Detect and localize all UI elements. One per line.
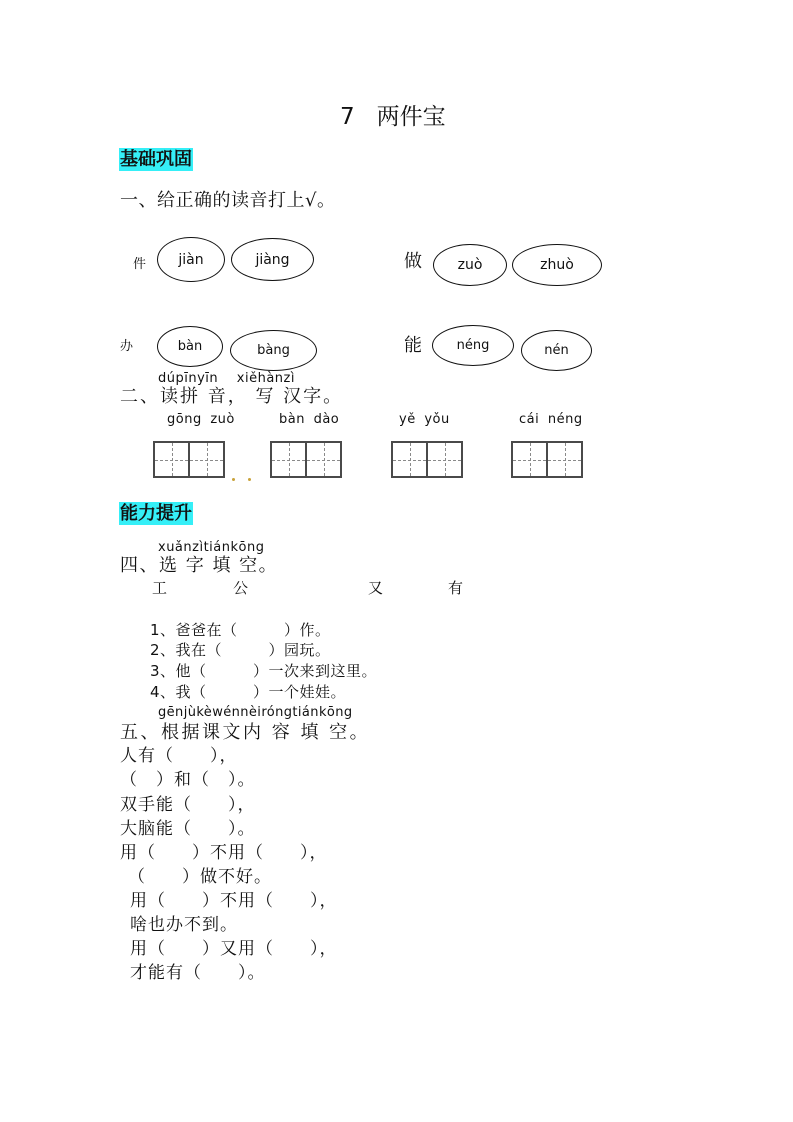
question-1-prompt: 一、给正确的读音打上√。 [120,190,336,211]
question-1-character: 能 [404,335,422,356]
pinyin-option-text: bàng [257,343,290,358]
text-fill-line: 用（ ）不用（ ）， [130,891,338,911]
pinyin-option-text: jiàn [178,251,204,268]
pinyin-option-oval [521,330,592,371]
tianzige-cell [513,443,546,476]
question-2-prompt: 二、读拼 音， 写 汉字。 [120,386,344,407]
decorative-dot [248,478,251,481]
question-1-character: 做 [404,251,422,272]
pinyin-option-oval [432,325,514,366]
fill-blank-item: 4、我（ ）一个娃娃。 [150,683,347,701]
word-pinyin: yě yǒu [399,412,450,427]
tianzige-cell [272,443,305,476]
pinyin-option-oval [512,244,602,286]
question-1-character: 办 [120,339,134,354]
text-fill-line: 用（ ）不用（ ）， [120,843,328,863]
tianzige-cell [155,443,188,476]
pinyin-option-oval [157,237,225,282]
lesson-number: 7 [340,104,355,130]
text-fill-line: 双手能（ ）， [120,795,256,815]
lesson-title: 两件宝 [376,104,446,130]
word-choice: 公 [233,579,249,597]
text-fill-line: 大脑能（ ）。 [120,819,256,839]
tianzige-cell [188,443,223,476]
pinyin-option-oval [230,330,317,371]
decorative-dot [232,478,235,481]
tianzige-writing-box [270,441,342,478]
page-title [340,103,446,131]
section-header-basic: 基础巩固 [120,149,192,170]
question-4-pinyin: xuǎnzìtiánkōng [158,540,265,555]
pinyin-option-oval [231,238,314,281]
question-5-prompt: 五、根据课文内 容 填 空。 [120,722,371,743]
tianzige-writing-box [511,441,583,478]
fill-blank-item: 2、我在（ ）园玩。 [150,641,331,659]
pinyin-option-text: zhuò [540,257,574,273]
pinyin-option-text: jiàng [255,251,290,268]
word-pinyin: gōng zuò [167,412,235,427]
pinyin-option-text: néng [456,338,490,353]
text-fill-line: 啥也办不到。 [130,915,238,935]
fill-blank-item: 3、他（ ）一次来到这里。 [150,662,378,680]
text-fill-line: 人有（ ）， [120,746,238,766]
section-header-advanced: 能力提升 [120,503,192,524]
text-fill-line: 用（ ）又用（ ）， [130,939,338,959]
tianzige-cell [393,443,426,476]
pinyin-option-text: zuò [457,257,483,273]
word-choice: 有 [448,579,464,597]
text-fill-line: （ ）和（ ）。 [120,770,256,790]
pinyin-option-oval [157,326,223,367]
fill-blank-item: 1、爸爸在（ ）作。 [150,621,331,639]
pinyin-option-text: nén [544,343,569,358]
tianzige-cell [305,443,340,476]
question-4-prompt: 四、选 字 填 空。 [120,555,279,576]
tianzige-writing-box [153,441,225,478]
tianzige-cell [426,443,461,476]
text-fill-line: 才能有（ ）。 [130,963,266,983]
question-2-pinyin: dúpīnyīn xiěhànzì [158,371,295,386]
pinyin-option-oval [433,244,507,286]
question-1-character: 件 [133,257,147,272]
word-choice: 工 [152,579,168,597]
word-pinyin: cái néng [519,412,583,427]
word-choice: 又 [368,579,384,597]
text-fill-line: （ ）做不好。 [128,867,272,887]
tianzige-writing-box [391,441,463,478]
word-pinyin: bàn dào [279,412,340,427]
question-5-pinyin: gēnjùkèwénnèiróngtiánkōng [158,705,353,720]
tianzige-cell [546,443,581,476]
pinyin-option-text: bàn [177,339,203,354]
